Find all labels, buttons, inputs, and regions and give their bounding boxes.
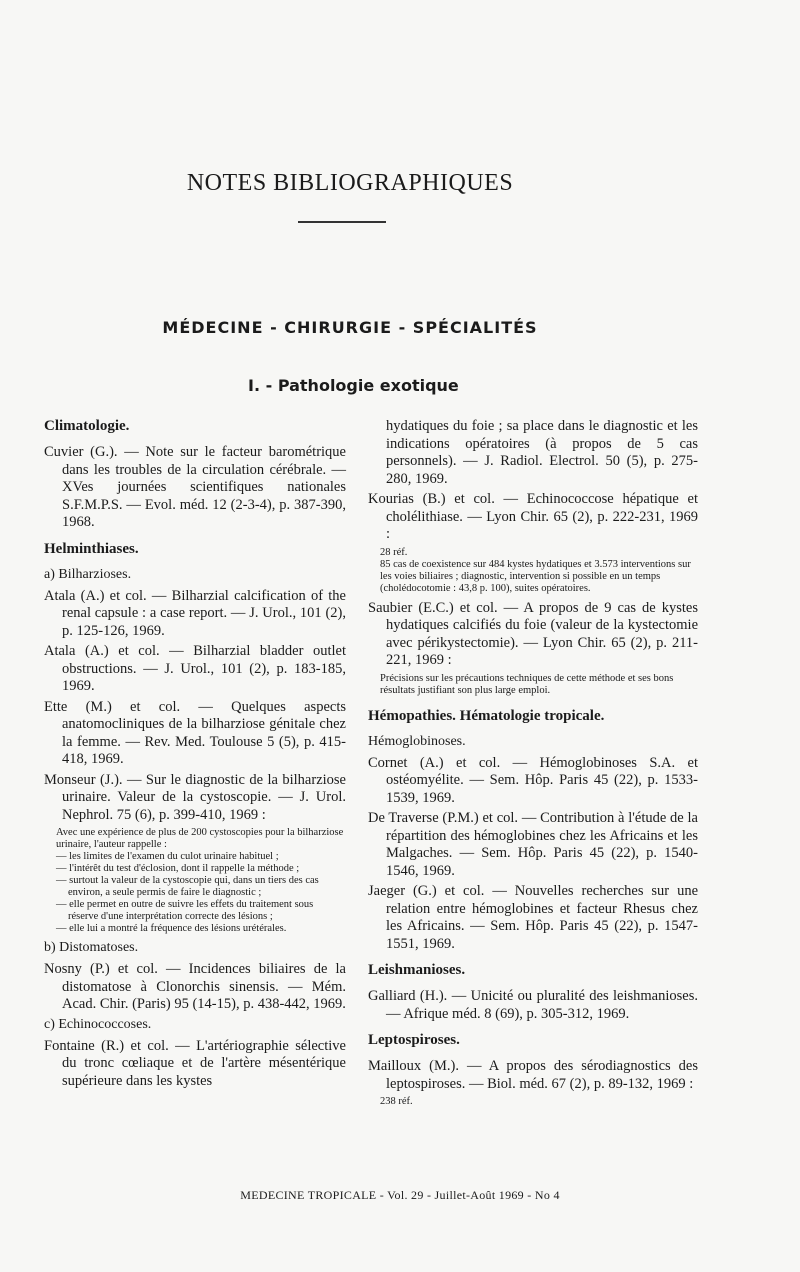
entry-jaeger: Jaeger (G.) et col. — Nouvelles recherches sur une relation entre hémoglobines et facteur Rhesus chez les Africains. — Sem. Hôp. Paris 45 (22), p. 1547-1551, 1969.	[368, 883, 698, 952]
section-title: MÉDECINE - CHIRURGIE - SPÉCIALITÉS	[162, 318, 538, 337]
heading-hemopathies: Hémopathies. Hématologie tropicale.	[368, 707, 605, 724]
entry-kourias: Kourias (B.) et col. — Echinococcose hépatique et cholélithiase. — Lyon Chir. 65 (2), p. 222-231, 1969 :	[368, 491, 698, 542]
note-saubier: Précisions sur les précautions techniques de cette méthode et ses bons résultats justifiant son plus large emploi.	[380, 672, 674, 696]
entry-mailloux: Mailloux (M.). — A propos des sérodiagnostics des leptospiroses. — Biol. méd. 67 (2), p. 89-132, 1969 :	[368, 1058, 698, 1092]
note-mailloux: 238 réf.	[380, 1096, 413, 1107]
entry-saubier: Saubier (E.C.) et col. — A propos de 9 cas de kystes hydatiques calcifiés du foie (valeur de la kystectomie avec périkystectomie). — Lyon Chir. 65 (2), p. 211-221, 1969 :	[368, 599, 698, 668]
note-kourias-refs: 28 réf.	[380, 546, 408, 558]
note-kourias	[368, 547, 698, 595]
note-monseur-item: — les limites de l'examen du culot urinaire habituel ;	[56, 851, 279, 862]
heading-leishmanioses: Leishmanioses.	[368, 962, 466, 978]
entry-cuvier: Cuvier (G.). — Note sur le facteur barométrique dans les troubles de la circulation cérébrale. — XVes journées scientifiques nationales S.F.M.P.S. — Evol. méd. 12 (2-3-4), p. 387-390, 1968.	[44, 444, 346, 530]
note-monseur-item: — elle permet en outre de suivre les effets du traitement sous réserve d'une interprétation correcte des lésions ;	[56, 899, 314, 922]
entry-atala-1: Atala (A.) et col. — Bilharzial calcification of the renal capsule : a case report. — J. Urol., 101 (2), p. 125-126, 1969.	[44, 587, 346, 639]
note-monseur	[44, 827, 346, 935]
subheading-distomatoses: b) Distomatoses.	[44, 940, 139, 955]
title-rule	[298, 221, 386, 223]
entry-galliard: Galliard (H.). — Unicité ou pluralité des leishmanioses. — Afrique méd. 8 (69), p. 305-312, 1969.	[368, 988, 698, 1022]
note-monseur-item: — l'intérêt du test d'éclosion, dont il rappelle la méthode ;	[56, 863, 300, 874]
page-title: NOTES BIBLIOGRAPHIQUES	[186, 170, 514, 196]
subheading-hemoglobinoses: Hémoglobinoses.	[368, 733, 466, 749]
entry-monseur: Monseur (J.). — Sur le diagnostic de la bilharziose urinaire. Valeur de la cystoscopie. — J. Urol. Nephrol. 75 (6), p. 399-410, 1969 :	[44, 771, 346, 823]
heading-leptospiroses: Leptospiroses.	[368, 1032, 460, 1048]
note-monseur-intro: Avec une expérience de plus de 200 cystoscopies pour la bilharziose urinaire, l'auteur rappelle :	[56, 827, 344, 850]
subsection-title: I. - Pathologie exotique	[248, 376, 459, 395]
entry-atala-2: Atala (A.) et col. — Bilharzial bladder outlet obstructions. — J. Urol., 101 (2), p. 183-185, 1969.	[44, 643, 346, 694]
left-column	[44, 418, 346, 1093]
right-column	[368, 418, 698, 1113]
entry-de-traverse: De Traverse (P.M.) et col. — Contribution à l'étude de la répartition des hémoglobines chez les Africains et les Malgaches. — Sem. Hôp. Paris 45 (22), p. 1540-1546, 1969.	[368, 810, 698, 879]
note-monseur-item: — surtout la valeur de la cystoscopie qui, dans un tiers des cas environ, a seule permis de faire le diagnostic ;	[56, 875, 319, 898]
heading-climatologie: Climatologie.	[44, 418, 130, 434]
entry-nosny: Nosny (P.) et col. — Incidences biliaires de la distomatose à Clonorchis sinensis. — Mém. Acad. Chir. (Paris) 95 (14-15), p. 438-442, 1969.	[44, 961, 346, 1012]
subheading-echinococcoses: c) Echinococcoses.	[44, 1016, 152, 1032]
note-kourias-text: 85 cas de coexistence sur 484 kystes hydatiques et 3.573 interventions sur les voies biliaires ; diagnostic, intervention si possible en un temps (cholédocotomie : 43,8 p. 100), suites opératoires.	[380, 558, 691, 594]
note-monseur-item: — elle lui a montré la fréquence des lésions urétérales.	[56, 923, 287, 934]
entry-ette: Ette (M.) et col. — Quelques aspects anatomocliniques de la bilharziose génitale chez la femme. — Rev. Med. Toulouse 5 (5), p. 415-418, 1969.	[44, 698, 346, 767]
heading-helminthiases: Helminthiases.	[44, 540, 139, 557]
entry-cornet: Cornet (A.) et col. — Hémoglobinoses S.A. et ostéomyélite. — Sem. Hôp. Paris 45 (22), p. 1533-1539, 1969.	[368, 754, 698, 806]
entry-fontaine: Fontaine (R.) et col. — L'artériographie sélective du tronc cœliaque et de l'artère mésentérique supérieure dans les kystes	[44, 1037, 346, 1089]
entry-fontaine-continued: hydatiques du foie ; sa place dans le diagnostic et les indications opératoires (à propos de 5 cas personnels). — J. Radiol. Electrol. 50 (5), p. 275-280, 1969.	[386, 418, 698, 487]
subheading-bilharzioses: a) Bilharzioses.	[44, 566, 132, 582]
page-footer: MEDECINE TROPICALE - Vol. 29 - Juillet-Août 1969 - No 4	[240, 1188, 560, 1202]
